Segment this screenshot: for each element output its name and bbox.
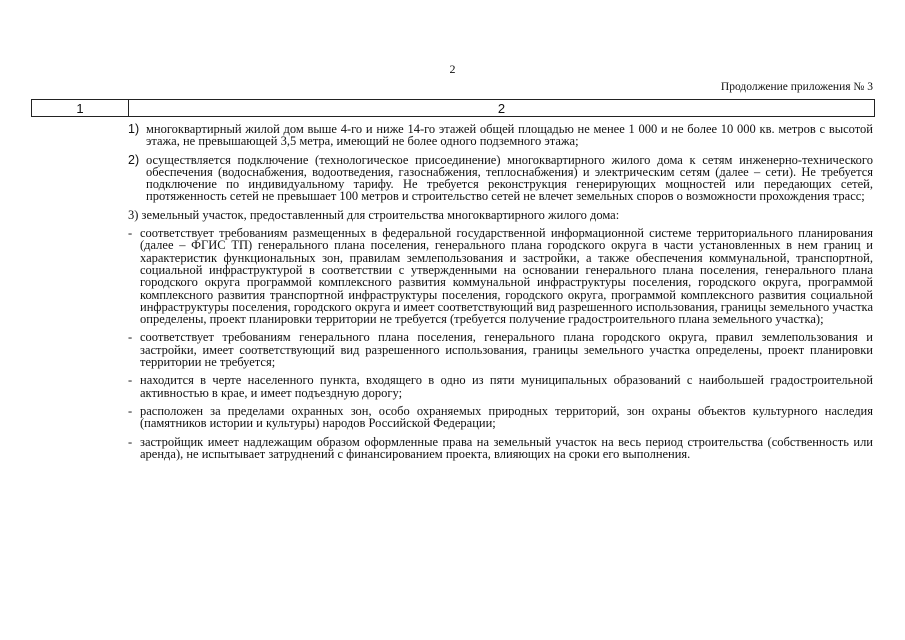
list-marker: - bbox=[128, 373, 133, 388]
list-item bbox=[128, 374, 873, 399]
list-item-text: осуществляется подключение (технологическое присоединение) многоквартирного жилого дома к сетям инженерно-технического обеспечения (водоснабжения, водоотведения, газоснабжения, теплоснабжения) и электрическим сетям (далее – сети). Не требуется подключение по индивидуальному тарифу. Не требуется реконструкция генерирующих мощностей или передающих сетей, протяженность сетей не превышает 100 метров и строительство сетей не влечет земельных споров о возможности прохождения трасс; bbox=[146, 152, 873, 204]
list-item-text: соответствует требованиям генерального плана поселения, генерального плана городского округа, правил землепользования и застройки, имеет соответствующий вид разрешенного использования, границы земельного участка определены, проект планировки территории не требуется; bbox=[140, 330, 873, 370]
list-item-text: расположен за пределами охранных зон, особо охраняемых природных территорий, зон охраны объектов культурного наследия (памятников истории и культуры) народов Российской Федерации; bbox=[140, 403, 873, 431]
list-item bbox=[128, 123, 873, 148]
list-item bbox=[128, 209, 873, 221]
list-marker: 1) bbox=[128, 122, 140, 136]
table-header-col1: 1 bbox=[32, 100, 129, 116]
document-body bbox=[128, 123, 873, 466]
list-item-text: застройщик имеет надлежащим образом оформленные права на земельный участок на весь период строительства (собственность или аренда), не испытывает затруднений с финансированием проекта, влияющих на сроки его выполнения. bbox=[140, 434, 873, 461]
list-marker: - bbox=[128, 226, 133, 241]
list-item bbox=[128, 154, 873, 203]
list-item-text: соответствует требованиям размещенных в федеральной государственной информационной системе территориального планирования (далее – ФГИС ТП) генерального плана поселения, генерального плана городского округа в части установленных в нем границ и характеристик функциональных зон, правилам землепользования и застройки, а также обеспечения коммунальной, транспортной, социальной инфраструктурой в соответствии с утвержденными на основании генерального плана поселения, генерального плана городского округа программой комплексного развития коммунальной инфраструктуры поселения, городского округа, программой комплексного развития транспортной инфраструктуры поселения, городского округа, программой комплексного развития социальной инфраструктуры поселения, городского округа и имеет соответствующий вид разрешенного использования, границы земельного участка определены, проект планировки территории не требуется (требуется получение градостроительного плана земельного участка); bbox=[140, 226, 873, 327]
table-header bbox=[31, 99, 875, 117]
list-item bbox=[128, 227, 873, 325]
list-marker: 2) bbox=[128, 152, 140, 167]
appendix-label: Продолжение приложения № 3 bbox=[720, 81, 873, 93]
list-marker: - bbox=[128, 330, 133, 345]
list-item bbox=[128, 436, 873, 461]
page-number: 2 bbox=[449, 62, 456, 76]
list-marker: - bbox=[128, 434, 133, 449]
list-item-text: многоквартирный жилой дом выше 4-го и ниже 14-го этажей общей площадью не менее 1 000 и не более 10 000 кв. метров с высотой этажа, не превышающей 3,5 метра, имеющий не более одного подземного этажа; bbox=[146, 122, 873, 149]
list-item-text: находится в черте населенного пункта, входящего в одно из пяти муниципальных образований с наибольшей градостроительной активностью в крае, и имеет подъездную дорогу; bbox=[140, 373, 873, 400]
table-header-col2: 2 bbox=[497, 100, 506, 116]
list-marker: - bbox=[128, 403, 133, 418]
list-item-text: 3) земельный участок, предоставленный для строительства многоквартирного жилого дома: bbox=[128, 207, 620, 222]
list-item bbox=[128, 331, 873, 368]
list-item bbox=[128, 405, 873, 430]
